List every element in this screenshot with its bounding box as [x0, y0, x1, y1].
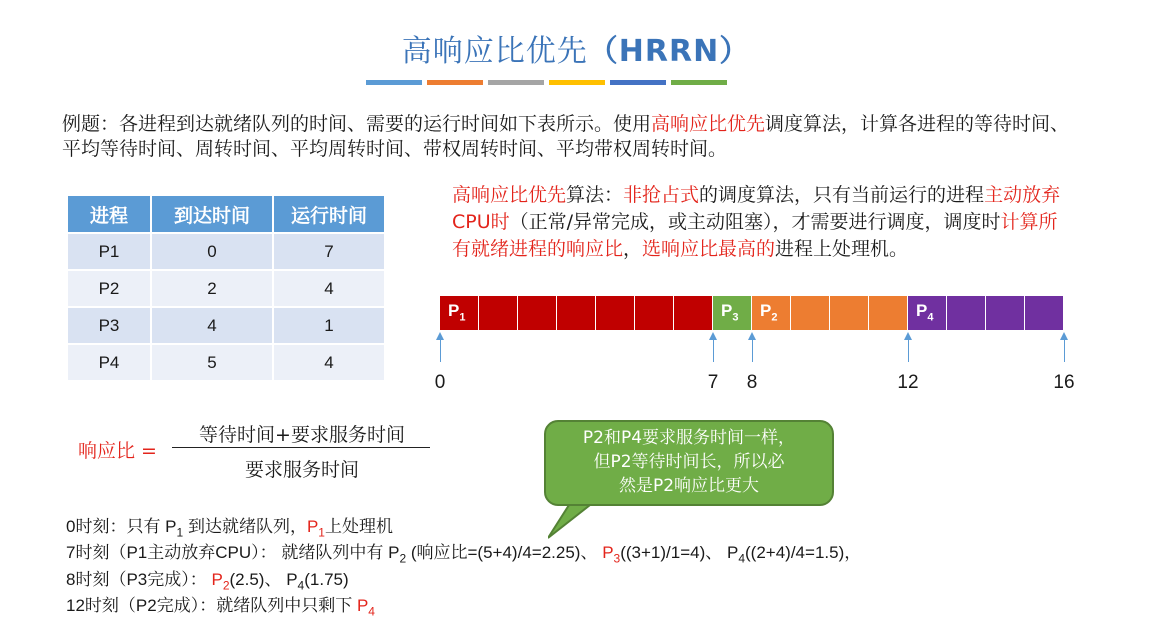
- cell-runtime: 1: [273, 307, 384, 344]
- gantt-block-label: $P_3$: [721, 301, 739, 324]
- text: (2.5)、 P: [229, 570, 298, 589]
- text: ((2+4)/4=1.5)，: [745, 543, 862, 562]
- gantt-tick-label: 16: [1053, 372, 1075, 393]
- text: (响应比=(5+4)/4=2.25)、: [406, 543, 603, 562]
- gantt-time-unit: [947, 296, 986, 330]
- text: P: [211, 570, 223, 589]
- text: P: [306, 517, 319, 536]
- text: ((3+1)/1=4)、 P: [620, 543, 739, 562]
- algo-text: 的调度算法，只有当前运行的进程: [699, 184, 985, 206]
- table-row: [68, 270, 384, 307]
- gantt-time-unit: [596, 296, 635, 330]
- cell-process: P2: [68, 270, 151, 307]
- formula-numerator: 等待时间+要求服务时间: [199, 424, 405, 446]
- text: 8时刻（P3完成）：: [66, 570, 212, 589]
- gantt-block-label: $P_1$: [448, 301, 466, 324]
- table-header-row: [68, 196, 384, 233]
- title-bar-segment: [488, 80, 544, 85]
- intro-text-2: 调度算法，计算各进程的等待时间、平均等待时间、周转时间、平均周转时间、带权周转时间、平均带权周转时间。: [62, 113, 1070, 160]
- cell-process: P3: [68, 307, 151, 344]
- process-table: [68, 196, 384, 380]
- gantt-time-unit: [986, 296, 1025, 330]
- subscript: 2: [222, 578, 230, 593]
- gantt-time-arrow: [440, 334, 441, 362]
- gantt-time-unit: [674, 296, 713, 330]
- text: 12时刻（P2完成）：就绪队列中只剩下: [66, 596, 357, 615]
- text: 上处理机: [324, 517, 393, 536]
- subscript: 1: [176, 525, 184, 540]
- algo-nonpreemptive: 非抢占式: [623, 184, 700, 206]
- cell-arrival: 4: [151, 307, 273, 344]
- intro-highlight: 高响应比优先: [651, 113, 766, 135]
- algo-text: 进程上处理机。: [775, 238, 909, 260]
- table-row: [68, 344, 384, 380]
- table-row: [68, 233, 384, 270]
- header-runtime: 运行时间: [273, 196, 384, 233]
- gantt-block-label: $P_2$: [760, 301, 778, 324]
- gantt-time-arrow: [752, 334, 753, 362]
- subscript: 3: [613, 551, 621, 566]
- timeline-line-0: [66, 512, 393, 539]
- header-arrival: 到达时间: [151, 196, 273, 233]
- formula-label: [78, 436, 157, 463]
- gantt-time-unit: [791, 296, 830, 330]
- timeline-line-8: [66, 565, 349, 592]
- gantt-time-unit: [479, 296, 518, 330]
- algo-text: 算法：: [566, 184, 624, 206]
- timeline-line-7: [66, 538, 861, 565]
- cell-process: P1: [68, 233, 151, 270]
- gantt-time-arrow: [908, 334, 909, 362]
- gantt-time-arrow: [713, 334, 714, 362]
- gantt-time-unit: [869, 296, 908, 330]
- cell-arrival: 0: [151, 233, 273, 270]
- intro-text-1: 例题：各进程到达就绪队列的时间、需要的运行时间如下表所示。使用: [62, 113, 652, 135]
- cell-process: P4: [68, 344, 151, 380]
- fraction-line: [172, 447, 430, 448]
- text: 0时刻：只有 P: [66, 517, 177, 536]
- callout-line: 然是P2响应比更大: [618, 476, 760, 496]
- algo-name: 高响应比优先: [452, 184, 567, 206]
- subscript: 4: [738, 551, 746, 566]
- gantt-chart: [440, 296, 1064, 330]
- header-process: 进程: [68, 196, 151, 233]
- intro-paragraph: [62, 112, 1072, 162]
- title-bar-segment: [549, 80, 605, 85]
- subscript: 2: [399, 551, 407, 566]
- cell-runtime: 4: [273, 270, 384, 307]
- text: P: [356, 596, 369, 615]
- title-bar-segment: [366, 80, 422, 85]
- algo-compute-ratio: 计算所有就绪进程的响应比: [452, 211, 1058, 260]
- gantt-time-arrow: [1064, 334, 1065, 362]
- callout-bubble: [544, 420, 834, 506]
- title-bar-segment: [610, 80, 666, 85]
- gantt-block-label: $P_4$: [916, 301, 934, 324]
- title-acronym: （HRRN）: [587, 34, 751, 69]
- algo-text: ，: [623, 238, 643, 260]
- subscript: 4: [368, 604, 375, 619]
- title-bar-segment: [427, 80, 483, 85]
- gantt-time-unit: [635, 296, 674, 330]
- cell-arrival: 2: [151, 270, 273, 307]
- timeline-line-12: [66, 591, 375, 618]
- text: P: [602, 543, 614, 562]
- subscript: 4: [297, 578, 305, 593]
- gantt-time-unit: [1025, 296, 1064, 330]
- gantt-tick-label: 0: [434, 372, 446, 393]
- gantt-tick-label: 12: [897, 372, 919, 393]
- gantt-tick-label: 7: [707, 372, 719, 393]
- slide-title: [0, 26, 1152, 70]
- table-row: [68, 307, 384, 344]
- algorithm-description: [452, 182, 1072, 263]
- title-main: 高响应比优先: [401, 34, 588, 69]
- gantt-time-unit: [830, 296, 869, 330]
- response-ratio-label: 响应比 =: [78, 440, 157, 462]
- subscript: 1: [318, 525, 325, 540]
- algo-text: （正常/异常完成，或主动阻塞），才需要进行调度，调度时: [509, 211, 1001, 233]
- cell-arrival: 5: [151, 344, 273, 380]
- algo-pick-highest: 选响应比最高的: [642, 238, 776, 260]
- cell-runtime: 4: [273, 344, 384, 380]
- text: 7时刻（P1主动放弃CPU）： 就绪队列中有 P: [66, 543, 400, 562]
- text: (1.75): [304, 570, 349, 589]
- algo-cpu-release: 主动放弃CPU时: [452, 184, 1061, 233]
- callout-line: P2和P4要求服务时间一样，: [582, 428, 796, 448]
- callout-line: 但P2等待时间长，所以必: [593, 452, 785, 472]
- gantt-tick-label: 8: [746, 372, 758, 393]
- cell-runtime: 7: [273, 233, 384, 270]
- text: 到达就绪队列，: [183, 517, 307, 536]
- gantt-time-unit: [518, 296, 557, 330]
- title-bar-segment: [671, 80, 727, 85]
- gantt-time-unit: [557, 296, 596, 330]
- formula-denominator: 要求服务时间: [244, 459, 359, 481]
